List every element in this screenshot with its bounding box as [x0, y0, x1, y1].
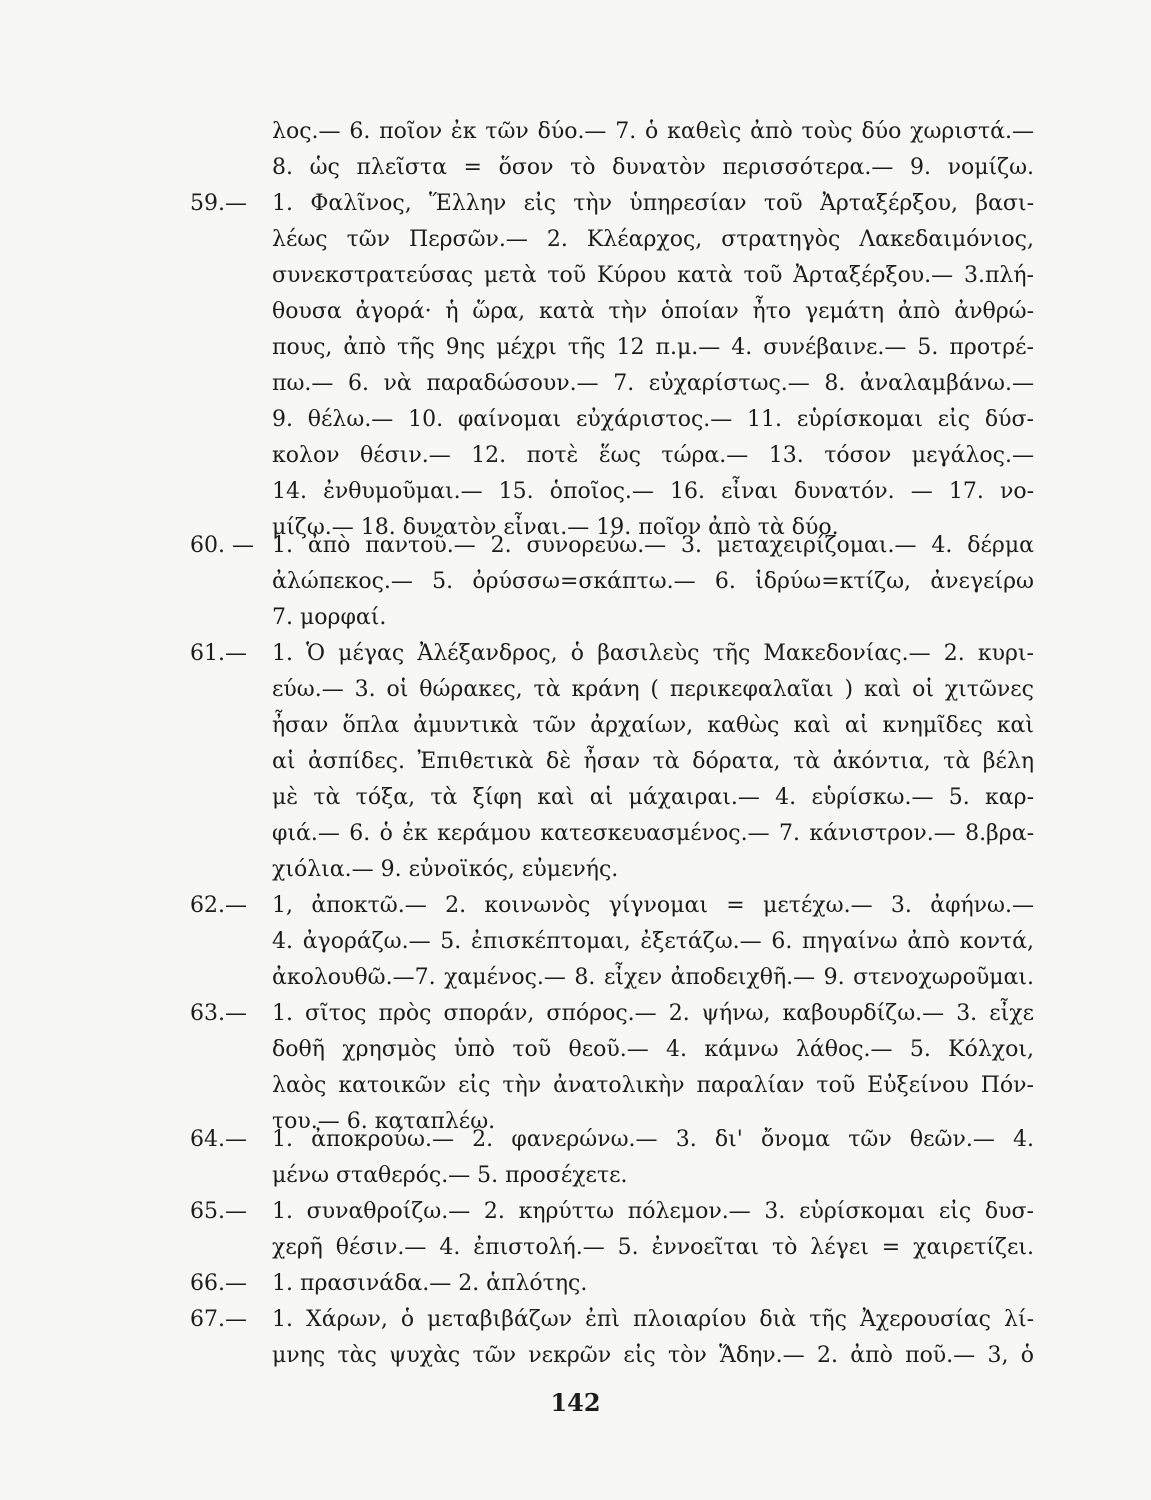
- line-text: κολον θέσιν.— 12. ποτὲ ἕως τώρα.— 13. τόσον μεγάλος.—: [272, 443, 1034, 468]
- text-line: [0, 960, 1151, 996]
- text-line: [0, 924, 1151, 960]
- text-line: [0, 1032, 1151, 1068]
- line-text: 1. συναθροίζω.— 2. κηρύττω πόλεμον.— 3. εὑρίσκομαι εἰς δυσ-: [272, 1199, 1034, 1224]
- line-text: πους, ἀπὸ τῆς 9ης μέχρι τῆς 12 π.μ.— 4. συνέβαινε.— 5. προτρέ-: [272, 335, 1034, 360]
- line-text: ἦσαν ὅπλα ἀμυντικὰ τῶν ἀρχαίων, καθὼς καὶ αἱ κνημῖδες καὶ: [272, 713, 1034, 738]
- line-text: εύω.— 3. οἱ θώρακες, τὰ κράνη ( περικεφαλαῖαι ) καὶ οἱ χιτῶνες: [272, 677, 1034, 702]
- line-text: 1. σῖτος πρὸς σποράν, σπόρος.— 2. ψήνω, καβουρδίζω.— 3. εἶχε: [272, 1001, 1034, 1026]
- line-text: χιόλια.— 9. εὐνοϊκός, εὐμενής.: [272, 857, 619, 882]
- entry-number: 59.—: [190, 191, 247, 216]
- text-line: [0, 816, 1151, 852]
- text-line: [0, 636, 1151, 672]
- line-text: 1. πρασινάδα.— 2. ἁπλότης.: [272, 1271, 588, 1296]
- line-text: 7. μορφαί.: [272, 605, 387, 630]
- text-line: [0, 600, 1151, 636]
- text-line: [0, 366, 1151, 402]
- text-line: [0, 1338, 1151, 1374]
- line-text: 1. ἀποκρούω.— 2. φανερώνω.— 3. δι' ὄνομα τῶν θεῶν.— 4.: [272, 1127, 1034, 1152]
- entry-number: 62.—: [190, 893, 247, 918]
- text-line: [0, 402, 1151, 438]
- text-line: [0, 1068, 1151, 1104]
- text-line: [0, 438, 1151, 474]
- entry-number: 64.—: [190, 1127, 247, 1152]
- line-text: 1, ἀποκτῶ.— 2. κοινωνὸς γίγνομαι = μετέχω.— 3. ἀφήνω.—: [272, 893, 1034, 918]
- line-text: 9. θέλω.— 10. φαίνομαι εὐχάριστος.— 11. εὑρίσκομαι εἰς δύσ-: [272, 407, 1034, 432]
- line-text: πω.— 6. νὰ παραδώσουν.— 7. εὐχαρίστως.— 8. ἀναλαμβάνω.—: [272, 371, 1034, 396]
- line-text: 1. Φαλῖνος, Ἕλλην εἰς τὴν ὑπηρεσίαν τοῦ Ἀρταξέρξου, βασι-: [272, 191, 1034, 216]
- text-line: [0, 888, 1151, 924]
- entry-number: 61.—: [190, 641, 247, 666]
- text-line: [0, 1194, 1151, 1230]
- line-text: 8. ὡς πλεῖστα = ὅσον τὸ δυνατὸν περισσότερα.— 9. νομίζω.: [272, 155, 1034, 180]
- text-line: [0, 258, 1151, 294]
- line-text: χερῆ θέσιν.— 4. ἐπιστολή.— 5. ἐννοεῖται τὸ λέγει = χαιρετίζει.: [272, 1235, 1034, 1260]
- text-line: [0, 852, 1151, 888]
- text-line: [0, 474, 1151, 510]
- line-text: ἀκολουθῶ.—7. χαμένος.— 8. εἶχεν ἀποδειχθῆ.— 9. στενοχωροῦμαι.: [272, 965, 1034, 990]
- entry-number: 65.—: [190, 1199, 247, 1224]
- text-line: [0, 996, 1151, 1032]
- text-line: [0, 564, 1151, 600]
- entry-number: 60. —: [190, 533, 254, 558]
- line-text: δοθῆ χρησμὸς ὑπὸ τοῦ θεοῦ.— 4. κάμνω λάθος.— 5. Κόλχοι,: [272, 1037, 1034, 1062]
- text-line: [0, 222, 1151, 258]
- text-line: [0, 1158, 1151, 1194]
- line-text: του.— 6. καταπλέω.: [272, 1109, 496, 1134]
- line-text: μὲ τὰ τόξα, τὰ ξίφη καὶ αἱ μάχαιραι.— 4. εὑρίσκω.— 5. καρ-: [272, 785, 1034, 810]
- entry-number: 63.—: [190, 1001, 247, 1026]
- text-line: [0, 780, 1151, 816]
- line-text: 1. Χάρων, ὁ μεταβιβάζων ἐπὶ πλοιαρίου διὰ τῆς Ἀχερουσίας λί-: [272, 1307, 1034, 1332]
- line-text: μνης τὰς ψυχὰς τῶν νεκρῶν εἰς τὸν Ἅδην.— 2. ἀπὸ ποῦ.— 3, ὁ: [272, 1343, 1034, 1368]
- line-text: 1. ἀπὸ παντοῦ.— 2. συνορεύω.— 3. μεταχειρίζομαι.— 4. δέρμα: [272, 533, 1034, 558]
- text-line: [0, 708, 1151, 744]
- text-line: [0, 330, 1151, 366]
- text-line: [0, 744, 1151, 780]
- text-line: [0, 150, 1151, 186]
- line-text: 4. ἀγοράζω.— 5. ἐπισκέπτομαι, ἐξετάζω.— 6. πηγαίνω ἀπὸ κοντά,: [272, 929, 1034, 954]
- line-text: 1. Ὁ μέγας Ἀλέξανδρος, ὁ βασιλεὺς τῆς Μακεδονίας.— 2. κυρι-: [272, 641, 1034, 666]
- line-text: λέως τῶν Περσῶν.— 2. Κλέαρχος, στρατηγὸς Λακεδαιμόνιος,: [272, 227, 1034, 252]
- entry-number: 67.—: [190, 1307, 247, 1332]
- text-line: [0, 114, 1151, 150]
- text-line: [0, 186, 1151, 222]
- text-line: [0, 1122, 1151, 1158]
- page-number: 142: [550, 1388, 601, 1417]
- line-text: φιά.— 6. ὁ ἐκ κεράμου κατεσκευασμένος.— 7. κάνιστρον.— 8.βρα-: [272, 821, 1034, 846]
- entry-number: 66.—: [190, 1271, 247, 1296]
- text-line: [0, 528, 1151, 564]
- line-text: 14. ἐνθυμοῦμαι.— 15. ὁποῖος.— 16. εἶναι δυνατόν. — 17. νο-: [272, 479, 1034, 504]
- line-text: θουσα ἀγορά· ἡ ὥρα, κατὰ τὴν ὁποίαν ἦτο γεμάτη ἀπὸ ἀνθρώ-: [272, 299, 1034, 324]
- text-line: [0, 294, 1151, 330]
- line-text: μίζω.— 18. δυνατὸν εἶναι.— 19. ποῖον ἀπὸ τὰ δύο.: [272, 515, 839, 540]
- text-line: [0, 1230, 1151, 1266]
- line-text: συνεκστρατεύσας μετὰ τοῦ Κύρου κατὰ τοῦ Ἀρταξέρξου.— 3.πλή-: [272, 263, 1034, 288]
- text-line: [0, 1266, 1151, 1302]
- line-text: λος.— 6. ποῖον ἐκ τῶν δύο.— 7. ὁ καθεὶς ἀπὸ τοὺς δύο χωριστά.—: [272, 119, 1034, 144]
- line-text: αἱ ἀσπίδες. Ἐπιθετικὰ δὲ ἦσαν τὰ δόρατα, τὰ ἀκόντια, τὰ βέλη: [272, 749, 1034, 774]
- line-text: μένω σταθερός.— 5. προσέχετε.: [272, 1163, 628, 1188]
- line-text: ἀλώπεκος.— 5. ὀρύσσω=σκάπτω.— 6. ἱδρύω=κτίζω, ἀνεγείρω: [272, 569, 1034, 594]
- line-text: λαὸς κατοικῶν εἰς τὴν ἀνατολικὴν παραλίαν τοῦ Εὐξείνου Πόν-: [272, 1073, 1034, 1098]
- text-line: [0, 672, 1151, 708]
- text-line: [0, 1302, 1151, 1338]
